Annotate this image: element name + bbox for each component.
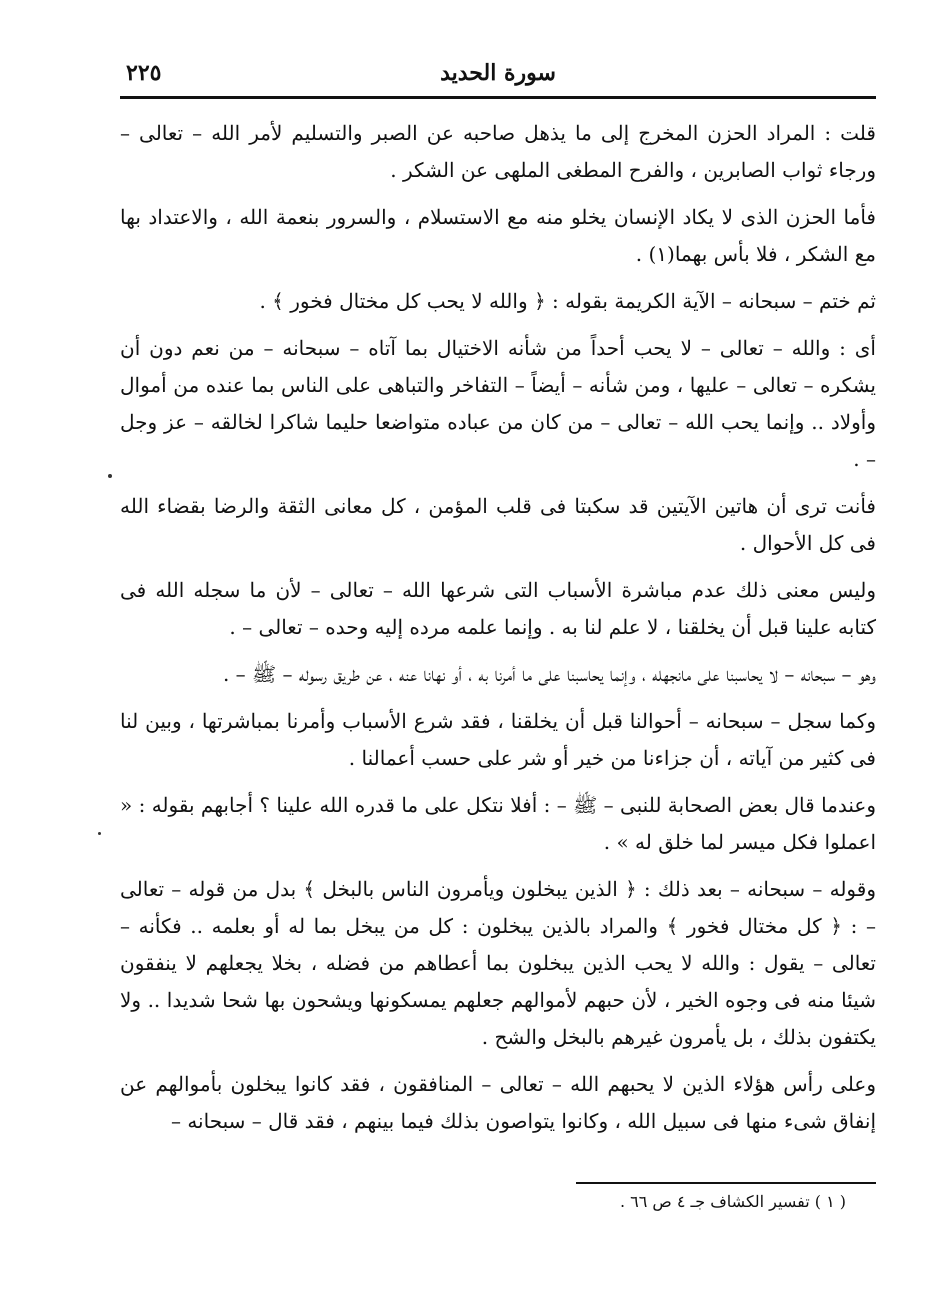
paragraph-3: ثم ختم – سبحانه – الآية الكريمة بقوله : ﴿ والله لا يحب كل مختال فخور ﴾ .: [259, 289, 876, 313]
paragraph-1: قلت : المراد الحزن المخرج إلى ما يذهل صاحبه عن الصبر والتسليم لأمر الله – تعالى – ورجاء ثواب الصابرين ، والفرح المطغى الملهى عن الشكر .: [120, 121, 876, 182]
scan-speck: [98, 832, 101, 835]
paragraph-9: وعندما قال بعض الصحابة للنبى – ﷺ – : أفلا نتكل على ما قدره الله علينا ؟ أجابهم بقوله : « اعملوا فكل ميسر لما خلق له » .: [120, 793, 876, 854]
paragraph-5: فأنت ترى أن هاتين الآيتين قد سكبتا فى قلب المؤمن ، كل معانى الثقة والرضا بقضاء الله فى كل الأحوال .: [120, 494, 876, 555]
footnote: ( ١ ) تفسير الكشاف جـ ٤ ص ٦٦ .: [619, 1192, 846, 1211]
page-number: ٢٢٥: [126, 60, 162, 86]
paragraph-8: وكما سجل – سبحانه – أحوالنا قبل أن يخلقنا ، فقد شرع الأسباب وأمرنا بمباشرتها ، وبين لنا فى كثير من آياته ، أن جزاءنا من خير أو شر على حسب أعمالنا .: [120, 709, 876, 770]
page-header: [120, 56, 876, 99]
book-page: [120, 56, 876, 1256]
footnote-divider: [576, 1182, 876, 1184]
surah-title: سورة الحديد: [440, 60, 556, 86]
body-text: [120, 115, 876, 1140]
paragraph-4: أى : والله – تعالى – لا يحب أحداً من شأنه الاختيال بما آتاه – سبحانه – من نعم دون أن يشكره – تعالى – عليها ، ومن شأنه – أيضاً – التفاخر والتباهى على الناس بما عنده من أموال وأولاد .. وإنما يحب الله – تعالى – من كان من عباده متواضعا حليما شاكرا لخالقه – عز وجل – .: [120, 336, 876, 471]
paragraph-11: وعلى رأس هؤلاء الذين لا يحبهم الله – تعالى – المنافقون ، فقد كانوا يبخلون بأموالهم عن إنفاق شىء منها فى سبيل الله ، وكانوا يتواصون بذلك فيما بينهم ، فقد قال – سبحانه –: [120, 1072, 876, 1133]
scan-speck: [108, 474, 112, 478]
paragraph-10: وقوله – سبحانه – بعد ذلك : ﴿ الذين يبخلون ويأمرون الناس بالبخل ﴾ بدل من قوله – تعالى – : ﴿ كل مختال فخور ﴾ والمراد بالذين يبخلون : كل من يبخل بما له أو بعلمه .. فكأنه – تعالى – يقول : والله لا يحب الذين يبخلون بما أعطاهم من فضله ، بخلا يجعلهم لا ينفقون شيئا منه فى وجوه الخير ، لأن حبهم لأموالهم جعلهم يمسكونها ويشحون بها شحا شديدا .. ولا يكتفون بذلك ، بل يأمرون غيرهم بالبخل والشح .: [120, 877, 876, 1049]
paragraph-2: فأما الحزن الذى لا يكاد الإنسان يخلو منه مع الاستسلام ، والسرور بنعمة الله ، والاعتداد بها مع الشكر ، فلا بأس بهما(١) .: [120, 205, 876, 266]
paragraph-7: وهو – سبحانه – لا يحاسبنا على مانجهله ، وإنما يحاسبنا على ما أمرنا به ، أو نهانا عنه ، عن طريق رسوله – ﷺ – .: [222, 662, 876, 686]
paragraph-6: وليس معنى ذلك عدم مباشرة الأسباب التى شرعها الله – تعالى – لأن ما سجله الله فى كتابه علينا قبل أن يخلقنا ، لا علم لنا به . وإنما علمه مرده إليه وحده – تعالى – .: [120, 578, 876, 639]
